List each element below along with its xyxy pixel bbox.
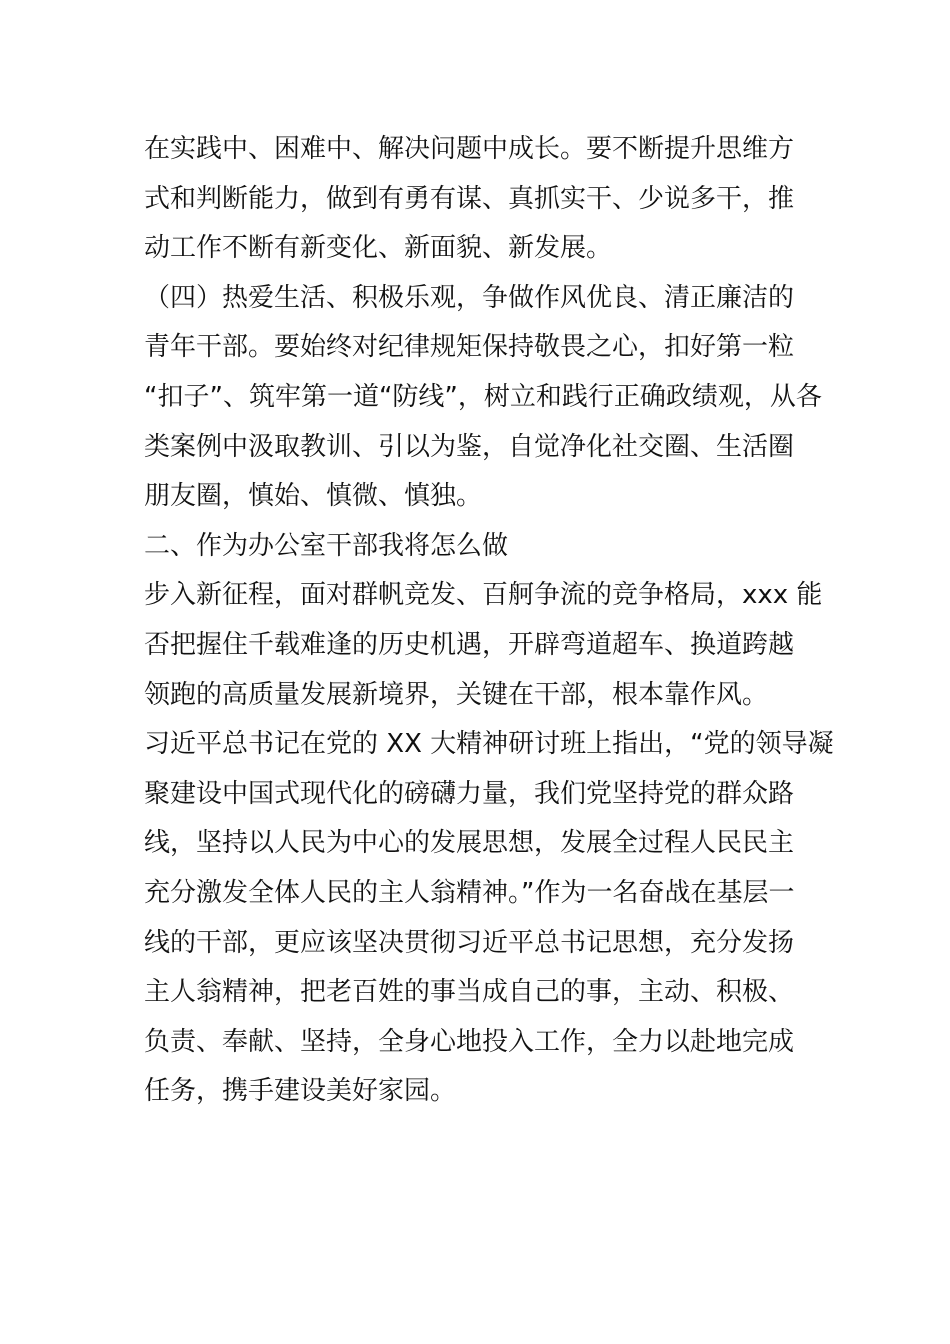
text-line: 在实践中、困难中、解决问题中成长。要不断提升思维方 [144, 134, 795, 164]
text-line: 步入新征程，面对群帆竞发、百舸争流的竞争格局，xxx 能 [144, 580, 823, 611]
text-line: 否把握住千载难逢的历史机遇，开辟弯道超车、换道跨越 [144, 629, 795, 660]
text-line: 任务，携手建设美好家园。 [144, 1076, 457, 1107]
text-line: 朋友圈，慎始、慎微、慎独。 [144, 481, 483, 512]
text-line: 主人翁精神，把老百姓的事当成自己的事，主动、积极、 [144, 977, 795, 1008]
text-line: 青年干部。要始终对纪律规矩保持敬畏之心，扣好第一粒 [144, 332, 795, 363]
text-line: “扣子”、筑牢第一道“防线”，树立和践行正确政绩观，从各 [144, 381, 822, 412]
text-line: 线，坚持以人民为中心的发展思想，发展全过程人民民主 [144, 828, 795, 859]
text-line: 动工作不断有新变化、新面貌、新发展。 [144, 233, 613, 264]
text-line: 线的干部，更应该坚决贯彻习近平总书记思想，充分发扬 [144, 927, 795, 958]
text-line: 式和判断能力，做到有勇有谋、真抓实干、少说多干，推 [144, 183, 795, 214]
text-line: 负责、奉献、坚持，全身心地投入工作，全力以赴地完成 [144, 1026, 795, 1057]
text-line: 类案例中汲取教训、引以为鉴，自觉净化社交圈、生活圈 [144, 431, 795, 462]
document-body [144, 125, 834, 1117]
section-heading-four: （四）热爱生活、积极乐观，争做作风优良、清正廉洁的 [144, 282, 795, 313]
section-heading-two: 二、作为办公室干部我将怎么做 [144, 530, 509, 561]
text-line: 领跑的高质量发展新境界，关键在干部，根本靠作风。 [144, 679, 769, 710]
text-line: 聚建设中国式现代化的磅礴力量，我们党坚持党的群众路 [144, 778, 795, 809]
text-line: 习近平总书记在党的 XX 大精神研讨班上指出，“党的领导凝 [144, 729, 834, 760]
text-line: 充分激发全体人民的主人翁精神。”作为一名奋战在基层一 [144, 877, 795, 908]
